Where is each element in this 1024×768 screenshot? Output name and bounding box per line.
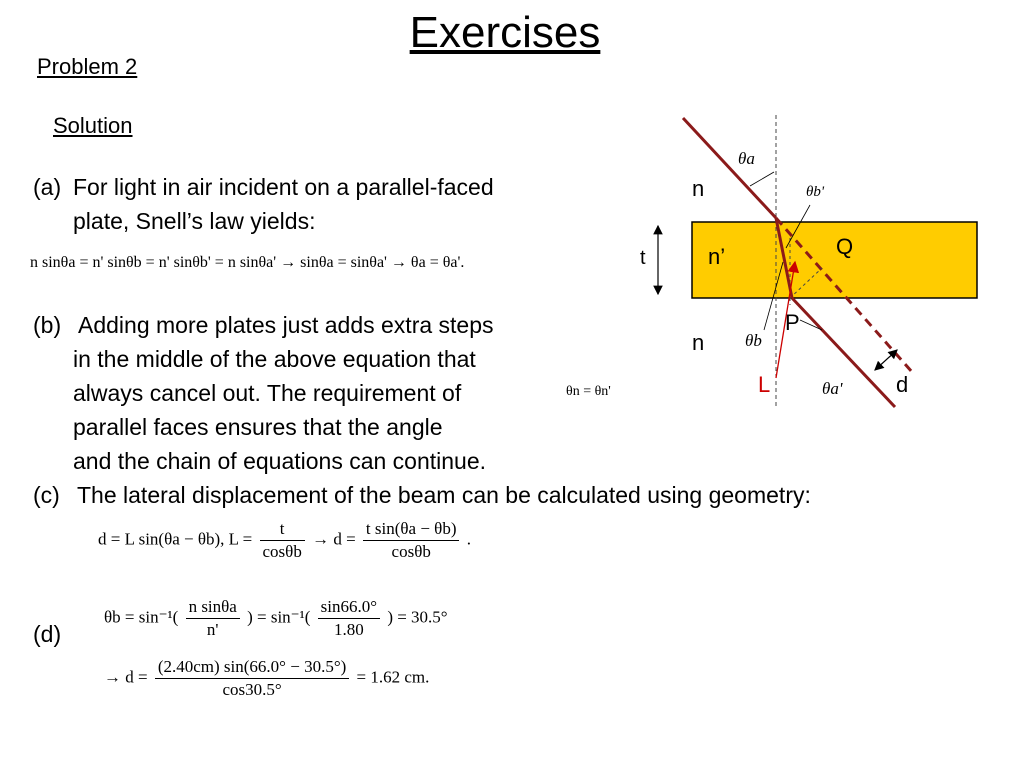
frac-L-denominator: cosθb [262, 542, 302, 561]
part-b-line4: parallel faces ensures that the angle [73, 414, 443, 440]
label-n-top: n [692, 176, 705, 201]
problem-label: Problem 2 [37, 54, 138, 79]
fraction-d [363, 518, 460, 563]
label-l: L [758, 372, 771, 397]
eq1-denominator: n' [206, 620, 219, 639]
eq1-rhs: ) = 30.5° [387, 607, 448, 627]
part-d-marker: (d) [33, 621, 62, 647]
solution-label: Solution [53, 113, 133, 138]
eq2-rhs: = 1.62 cm. [356, 667, 430, 687]
part-b-line1: Adding more plates just adds extra steps [78, 312, 494, 338]
emergent-ray [792, 298, 895, 407]
part-c-marker: (c) [33, 482, 60, 508]
part-b-line2: in the middle of the above equation that [73, 346, 476, 372]
incident-ray [683, 118, 776, 218]
eq2-lhs: → d = [104, 667, 148, 687]
label-theta-b: θb [745, 331, 762, 350]
label-theta-a: θa [738, 149, 755, 168]
part-b-line3: always cancel out. The requirement of [73, 380, 462, 406]
part-a-marker: (a) [33, 174, 62, 200]
frac-d-numerator: t sin(θa − θb) [363, 518, 460, 541]
eq-end: . [466, 529, 471, 549]
theta-a-pointer [750, 172, 774, 186]
eq-d-lhs: d = L sin(θa − θb), [98, 529, 225, 549]
eq-arrow: → d = [312, 529, 356, 549]
fraction-L [260, 518, 305, 563]
displacement-equation [98, 518, 471, 563]
eq1-numerator: n sinθa [186, 596, 240, 619]
eq1-numerator-2: sin66.0° [318, 596, 380, 619]
part-a-line2: plate, Snell’s law yields: [73, 208, 316, 234]
part-a-line1: For light in air incident on a parallel-faced [73, 174, 494, 200]
part-b-marker: (b) [33, 312, 62, 338]
snell-equation: n sinθa = n' sinθb = n' sinθb' = n sinθa' → sinθa = sinθa' → θa = θa'. [30, 254, 465, 271]
eq-L-lhs: L = [228, 529, 253, 549]
glass-plate [692, 222, 977, 298]
displacement-result-equation [104, 656, 429, 701]
eq1-lhs: θb = sin⁻¹( [104, 607, 179, 627]
label-p: P [785, 310, 800, 335]
theta-b-equation [104, 596, 448, 641]
fraction-eq1-b [318, 596, 380, 641]
label-n-prime: n’ [708, 244, 726, 269]
frac-L-numerator: t [260, 518, 305, 541]
eq2-numerator: (2.40cm) sin(66.0° − 30.5°) [155, 656, 349, 679]
eq2-denominator: cos30.5° [222, 680, 282, 699]
displacement-arrow [875, 350, 897, 370]
eq1-mid: ) = sin⁻¹( [247, 607, 311, 627]
fraction-eq1-a [186, 596, 240, 641]
refraction-diagram [600, 100, 1024, 430]
eq1-denominator-2: 1.80 [333, 620, 364, 639]
fraction-eq2 [155, 656, 349, 701]
label-theta-a-prime: θa' [822, 379, 843, 398]
label-t: t [640, 247, 646, 269]
frac-d-denominator: cosθb [391, 542, 431, 561]
label-n-bottom: n [692, 330, 705, 355]
label-theta-b-prime: θb' [806, 184, 825, 200]
page-title: Exercises [409, 8, 601, 57]
label-d: d [896, 372, 909, 397]
part-c-text: The lateral displacement of the beam can be calculated using geometry: [77, 482, 811, 508]
label-q: Q [836, 234, 854, 259]
inline-theta-equation: θn = θn' [566, 384, 611, 399]
part-b-line5: and the chain of equations can continue. [73, 448, 487, 474]
